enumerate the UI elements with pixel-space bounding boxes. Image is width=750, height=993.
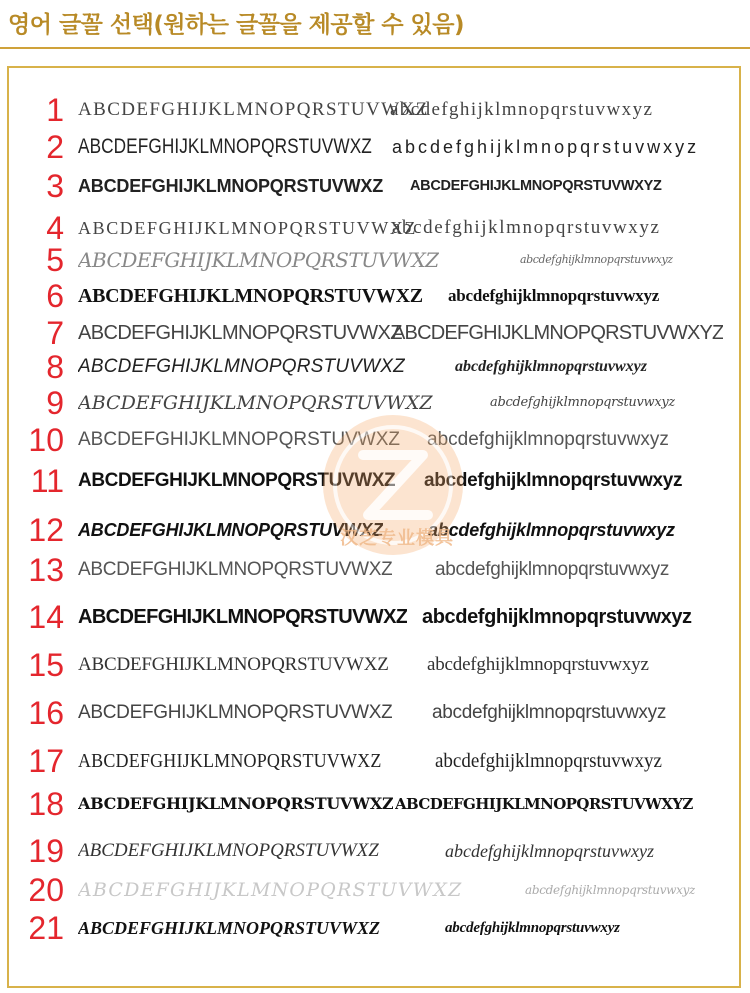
font-row-10[interactable]: [0, 420, 750, 460]
font-row-5[interactable]: [0, 240, 750, 280]
font-upper-sample: ABCDEFGHIJKLMNOPQRSTUVWXZ: [78, 248, 439, 272]
font-row-2[interactable]: [0, 127, 750, 167]
font-row-3[interactable]: [0, 166, 750, 206]
font-lower-sample: abcdefghijklmnopqrstuvwxyz: [520, 253, 673, 266]
font-lower-sample: abcdefghijklmnopqrstuvwxyz: [422, 606, 692, 628]
font-upper-sample: ABCDEFGHIJKLMNOPQRSTUVWXZ: [78, 356, 405, 377]
font-number: 4: [46, 210, 64, 246]
font-number: 19: [28, 833, 64, 869]
font-lower-sample: abcdefghijklmnopqrstuvwxyz: [490, 395, 675, 410]
font-row-20[interactable]: [0, 870, 750, 910]
font-number: 5: [46, 242, 64, 278]
font-lower-sample: abcdefghijklmnopqrstuvwxyz: [455, 358, 648, 375]
font-number: 15: [28, 647, 64, 683]
font-row-9[interactable]: [0, 383, 750, 423]
font-number: 7: [46, 315, 64, 351]
watermark-text: 汉芝专业模具: [340, 528, 454, 549]
font-row-14[interactable]: [0, 597, 750, 637]
font-number: 12: [28, 512, 64, 548]
font-lower-sample: abcdefghijklmnopqrstuvwxyz: [428, 520, 675, 540]
font-number: 6: [46, 278, 64, 314]
font-lower-sample: abcdefghijklmnopqrstuvwxyz: [432, 702, 667, 723]
font-row-17[interactable]: [0, 741, 750, 781]
font-lower-sample: abcdefghijklmnopqrstuvwxyz: [424, 470, 683, 491]
font-upper-sample: ABCDEFGHIJKLMNOPQRSTUVWXZ: [78, 176, 383, 196]
font-number: 13: [28, 552, 64, 588]
font-number: 21: [28, 910, 64, 946]
font-upper-sample: ABCDEFGHIJKLMNOPQRSTUVWXZ: [78, 99, 429, 120]
font-lower-sample: abcdefghijklmnopqrstuvwxyz: [445, 920, 620, 936]
font-upper-sample: ABCDEFGHIJKLMNOPQRSTUVWXZ: [78, 520, 383, 540]
font-row-21[interactable]: [0, 908, 750, 948]
font-row-1[interactable]: [0, 90, 750, 130]
font-row-6[interactable]: [0, 276, 750, 316]
font-lower-sample: abcdefghijklmnopqrstuvwxyz: [445, 841, 654, 861]
font-row-11[interactable]: [0, 461, 750, 501]
font-row-8[interactable]: [0, 347, 750, 387]
font-number: 16: [28, 695, 64, 731]
font-upper-sample: ABCDEFGHIJKLMNOPQRSTUVWXZ: [78, 918, 381, 938]
font-lower-sample: ABCDEFGHIJKLMNOPQRSTUVWXYZ: [392, 322, 724, 344]
font-row-15[interactable]: [0, 645, 750, 685]
font-lower-sample: abcdefghijklmnopqrstuvwxyz: [525, 883, 696, 897]
font-upper-sample: ABCDEFGHIJKLMNOPQRSTUVWXZ: [78, 794, 394, 813]
font-number: 11: [30, 463, 64, 499]
font-number: 8: [46, 349, 64, 385]
font-upper-sample: ABCDEFGHIJKLMNOPQRSTUVWXZ: [78, 392, 433, 414]
font-upper-sample: ABCDEFGHIJKLMNOPQRSTUVWXZ: [78, 654, 389, 675]
font-lower-sample: abcdefghijklmnopqrstuvwxyz: [427, 654, 649, 675]
font-row-19[interactable]: [0, 831, 750, 871]
font-lower-sample: abcdefghijklmnopqrstuvwxyz: [392, 137, 700, 157]
font-number: 10: [28, 422, 64, 458]
font-upper-sample: ABCDEFGHIJKLMNOPQRSTUVWXZ: [78, 840, 379, 861]
font-number: 2: [46, 129, 64, 165]
title-divider: [0, 47, 750, 49]
font-number: 20: [28, 872, 64, 908]
font-number: 18: [28, 786, 64, 822]
font-number: 9: [46, 385, 64, 421]
font-number: 1: [46, 92, 64, 128]
font-lower-sample: abcdefghijklmnopqrstuvwxyz: [390, 99, 654, 120]
font-upper-sample: ABCDEFGHIJKLMNOPQRSTUVWXZ: [78, 429, 400, 450]
font-lower-sample: ABCDEFGHIJKLMNOPQRSTUVWXYZ: [410, 178, 662, 194]
font-upper-sample: ABCDEFGHIJKLMNOPQRSTUVWXZ: [78, 606, 408, 628]
font-lower-sample: abcdefghijklmnopqrstuvwxyz: [448, 286, 660, 305]
font-number: 14: [28, 599, 64, 635]
font-upper-sample: ABCDEFGHIJKLMNOPQRSTUVWXZ: [78, 470, 396, 491]
font-number: 17: [28, 743, 64, 779]
font-lower-sample: abcdefghijklmnopqrstuvwxyz: [427, 429, 669, 450]
font-lower-sample: abcdefghijklmnopqrstuvwxyz: [435, 559, 670, 580]
font-row-13[interactable]: [0, 550, 750, 590]
font-upper-sample: ABCDEFGHIJKLMNOPQRSTUVWXZ: [78, 322, 402, 344]
font-row-16[interactable]: [0, 693, 750, 733]
font-upper-sample: ABCDEFGHIJKLMNOPQRSTUVWXZ: [78, 750, 382, 772]
font-upper-sample: ABCDEFGHIJKLMNOPQRSTUVWXZ: [78, 879, 463, 901]
font-upper-sample: ABCDEFGHIJKLMNOPQRSTUVWXZ: [78, 135, 372, 158]
page-title: 영어 글꼴 선택(원하는 글꼴을 제공할 수 있음): [8, 12, 464, 38]
font-lower-sample: abcdefghijklmnopqrstuvwxyz: [392, 217, 661, 238]
font-upper-sample: ABCDEFGHIJKLMNOPQRSTUVWXZ: [78, 559, 393, 580]
font-row-18[interactable]: [0, 784, 750, 824]
font-lower-sample: abcdefghijklmnopqrstuvwxyz: [435, 750, 662, 772]
font-upper-sample: ABCDEFGHIJKLMNOPQRSTUVWXZ: [78, 285, 423, 307]
font-lower-sample: ABCDEFGHIJKLMNOPQRSTUVWXYZ: [395, 795, 693, 813]
font-number: 3: [46, 168, 64, 204]
font-upper-sample: ABCDEFGHIJKLMNOPQRSTUVWXZ: [78, 218, 418, 238]
font-upper-sample: ABCDEFGHIJKLMNOPQRSTUVWXZ: [78, 702, 393, 723]
